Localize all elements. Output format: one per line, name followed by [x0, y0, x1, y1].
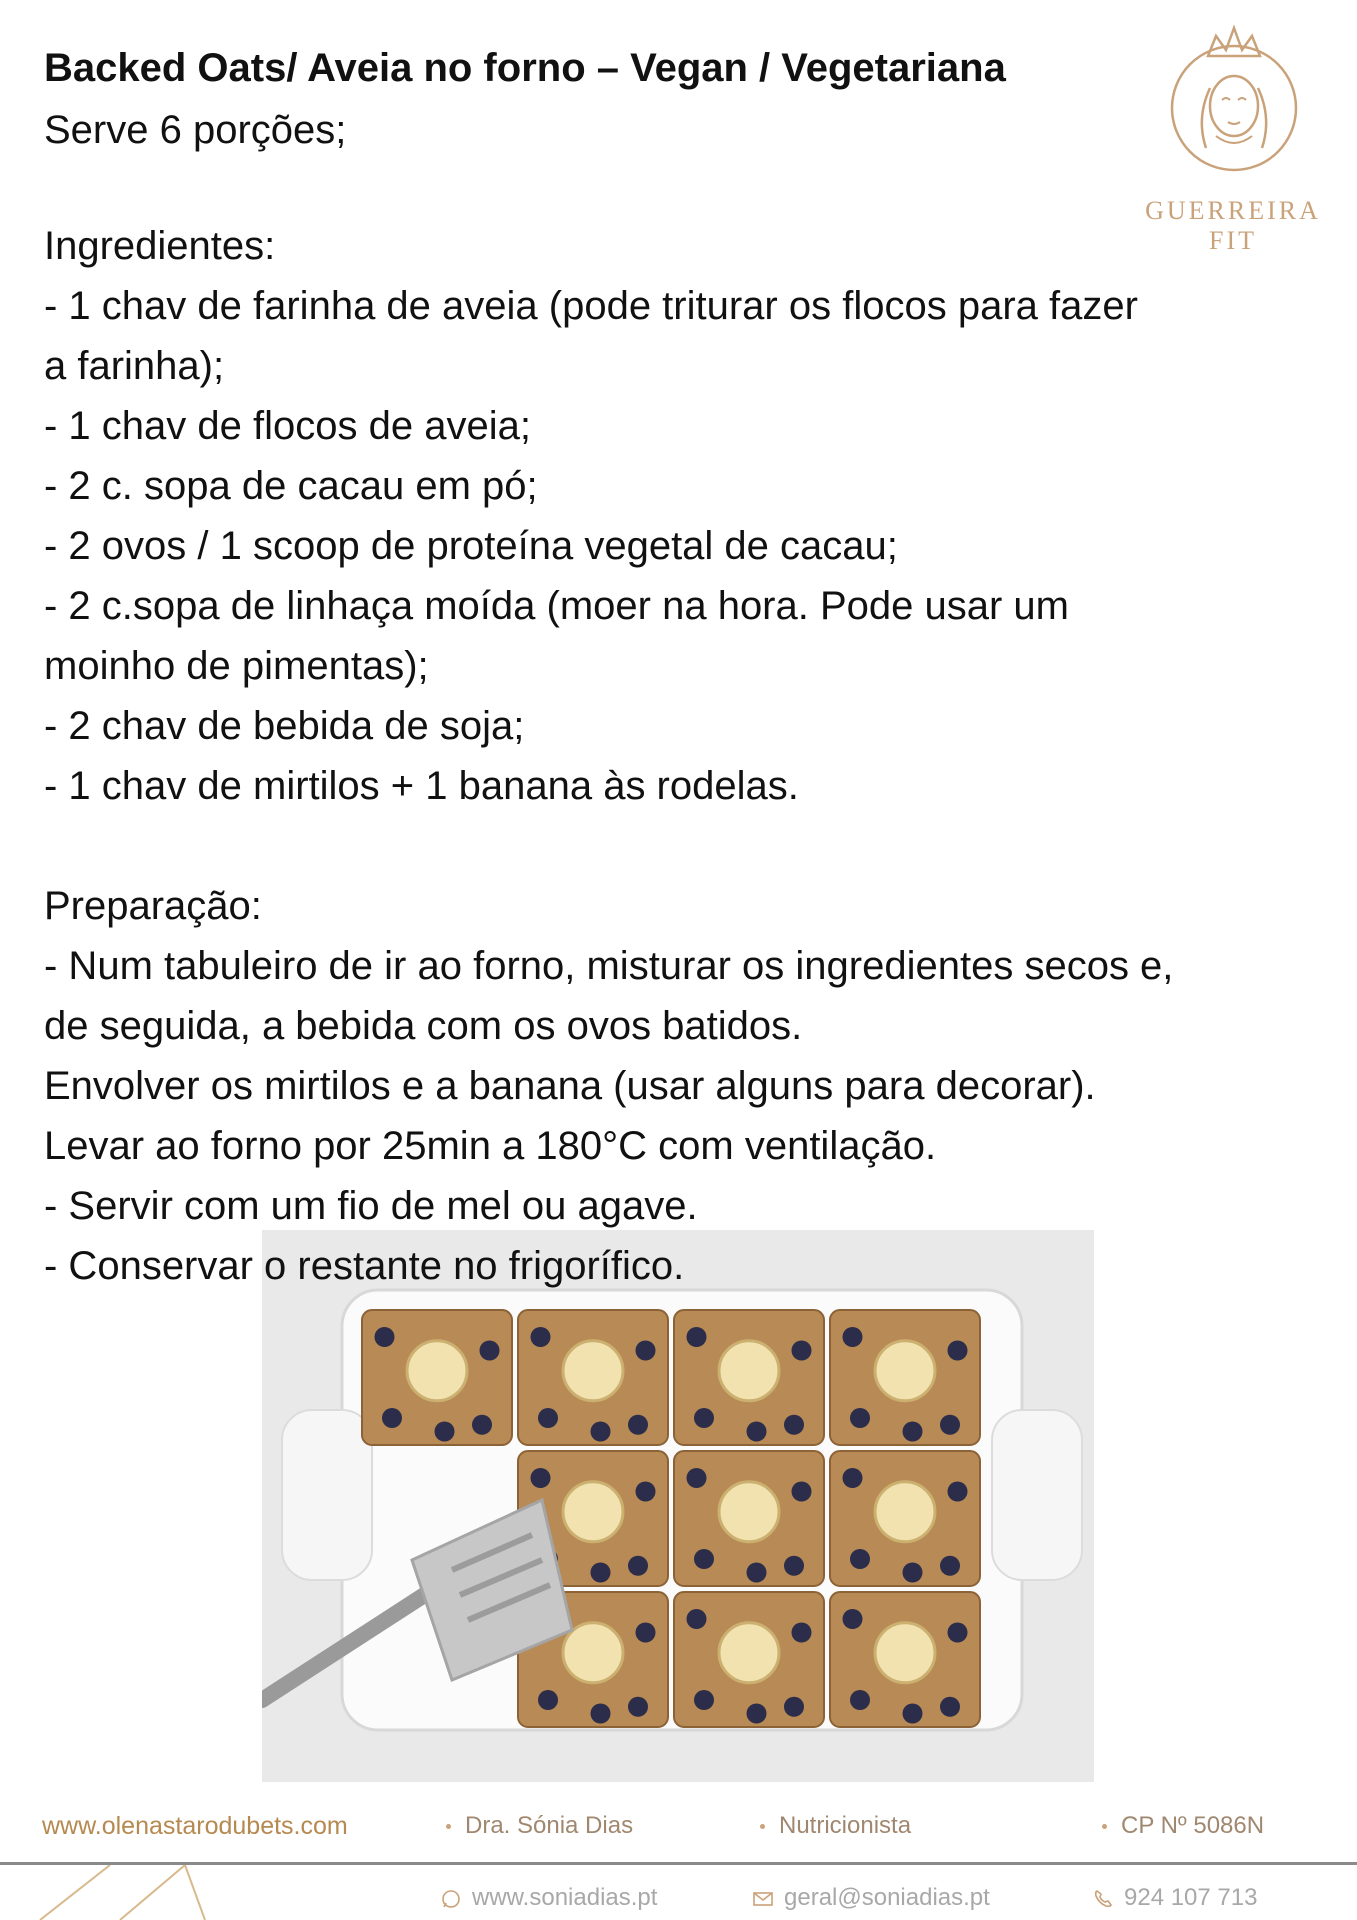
blueberry: [628, 1556, 648, 1576]
blueberry: [375, 1327, 395, 1347]
blueberry: [843, 1327, 863, 1347]
banana-slice: [407, 1341, 467, 1401]
ingredient-line: moinho de pimentas);: [44, 644, 429, 688]
footer-role: Nutricionista: [760, 1812, 911, 1840]
guerreira-fit-logo: [1118, 18, 1348, 255]
ingredient-line: - 2 c.sopa de linhaça moída (moer na hora. Pode usar um: [44, 584, 1069, 628]
footer-email[interactable]: geral@soniadias.pt: [752, 1884, 990, 1912]
baked-oats-photo: [262, 1230, 1094, 1782]
recipe-title: Backed Oats/ Aveia no forno – Vegan / Vegetariana: [44, 46, 1006, 90]
blueberry: [940, 1697, 960, 1717]
crowned-face-icon: [1156, 18, 1312, 174]
blueberry: [694, 1549, 714, 1569]
footer-website[interactable]: www.olenastarodubets.com: [42, 1812, 348, 1840]
banana-slice: [719, 1482, 779, 1542]
blueberry: [747, 1563, 767, 1583]
blueberry: [435, 1422, 455, 1442]
email-icon: [752, 1888, 774, 1910]
ingredients-heading: Ingredientes:: [44, 224, 276, 268]
ingredient-line: - 2 ovos / 1 scoop de proteína vegetal de cacau;: [44, 524, 898, 568]
preparation-line: - Servir com um fio de mel ou agave.: [44, 1184, 698, 1228]
blueberry: [531, 1327, 551, 1347]
ingredient-line: - 1 chav de mirtilos + 1 banana às rodelas.: [44, 764, 799, 808]
blueberry: [628, 1697, 648, 1717]
blueberry: [694, 1408, 714, 1428]
ingredient-line: - 1 chav de farinha de aveia (pode triturar os flocos para fazer: [44, 284, 1138, 328]
bullet-icon: [760, 1824, 765, 1829]
blueberry: [382, 1408, 402, 1428]
blueberry: [538, 1690, 558, 1710]
footer-contacts: [0, 1884, 1357, 1914]
blueberry: [903, 1422, 923, 1442]
blueberry: [948, 1482, 968, 1502]
logo-text: GUERREIRA FIT: [1145, 196, 1321, 255]
footer-site2[interactable]: www.soniadias.pt: [440, 1884, 657, 1912]
preparation-heading: Preparação:: [44, 884, 262, 928]
blueberry: [843, 1609, 863, 1629]
preparation-line: - Conservar o restante no frigorífico.: [44, 1244, 685, 1288]
blueberry: [940, 1415, 960, 1435]
footer-info: [0, 1812, 1357, 1848]
blueberry: [850, 1549, 870, 1569]
blueberry: [747, 1422, 767, 1442]
preparation-line: - Num tabuleiro de ir ao forno, misturar os ingredientes secos e,: [44, 944, 1174, 988]
blueberry: [792, 1482, 812, 1502]
ingredient-line: - 2 chav de bebida de soja;: [44, 704, 525, 748]
blueberry: [480, 1341, 500, 1361]
preparation-line: Levar ao forno por 25min a 180°C com ventilação.: [44, 1124, 937, 1168]
servings: Serve 6 porções;: [44, 108, 347, 152]
blueberry: [948, 1341, 968, 1361]
footer-phone[interactable]: 924 107 713: [1092, 1884, 1257, 1912]
blueberry: [850, 1408, 870, 1428]
blueberry: [591, 1563, 611, 1583]
blueberry: [784, 1697, 804, 1717]
banana-slice: [719, 1341, 779, 1401]
blueberry: [843, 1468, 863, 1488]
blueberry: [687, 1609, 707, 1629]
blueberry: [591, 1422, 611, 1442]
blueberry: [784, 1415, 804, 1435]
blueberry: [591, 1704, 611, 1724]
banana-slice: [875, 1482, 935, 1542]
blueberry: [636, 1482, 656, 1502]
preparation-line: Envolver os mirtilos e a banana (usar alguns para decorar).: [44, 1064, 1096, 1108]
blueberry: [792, 1623, 812, 1643]
blueberry: [472, 1415, 492, 1435]
blueberry: [940, 1556, 960, 1576]
preparation-line: de seguida, a bebida com os ovos batidos.: [44, 1004, 803, 1048]
blueberry: [687, 1468, 707, 1488]
blueberry: [636, 1341, 656, 1361]
blueberry: [694, 1690, 714, 1710]
whatsapp-icon: [440, 1888, 462, 1910]
banana-slice: [719, 1623, 779, 1683]
blueberry: [903, 1563, 923, 1583]
footer-license: CP Nº 5086N: [1102, 1812, 1264, 1840]
blueberry: [903, 1704, 923, 1724]
banana-slice: [875, 1341, 935, 1401]
banana-slice: [563, 1482, 623, 1542]
blueberry: [784, 1556, 804, 1576]
blueberry: [636, 1623, 656, 1643]
blueberry: [850, 1690, 870, 1710]
bullet-icon: [446, 1824, 451, 1829]
blueberry: [538, 1408, 558, 1428]
phone-icon: [1092, 1888, 1114, 1910]
blueberry: [948, 1623, 968, 1643]
blueberry: [687, 1327, 707, 1347]
ingredient-line: a farinha);: [44, 344, 225, 388]
ingredient-line: - 2 c. sopa de cacau em pó;: [44, 464, 538, 508]
blueberry: [531, 1468, 551, 1488]
footer-doctor: Dra. Sónia Dias: [446, 1812, 633, 1840]
ingredient-line: - 1 chav de flocos de aveia;: [44, 404, 531, 448]
banana-slice: [875, 1623, 935, 1683]
blueberry: [747, 1704, 767, 1724]
banana-slice: [563, 1623, 623, 1683]
banana-slice: [563, 1341, 623, 1401]
bullet-icon: [1102, 1824, 1107, 1829]
blueberry: [792, 1341, 812, 1361]
blueberry: [628, 1415, 648, 1435]
